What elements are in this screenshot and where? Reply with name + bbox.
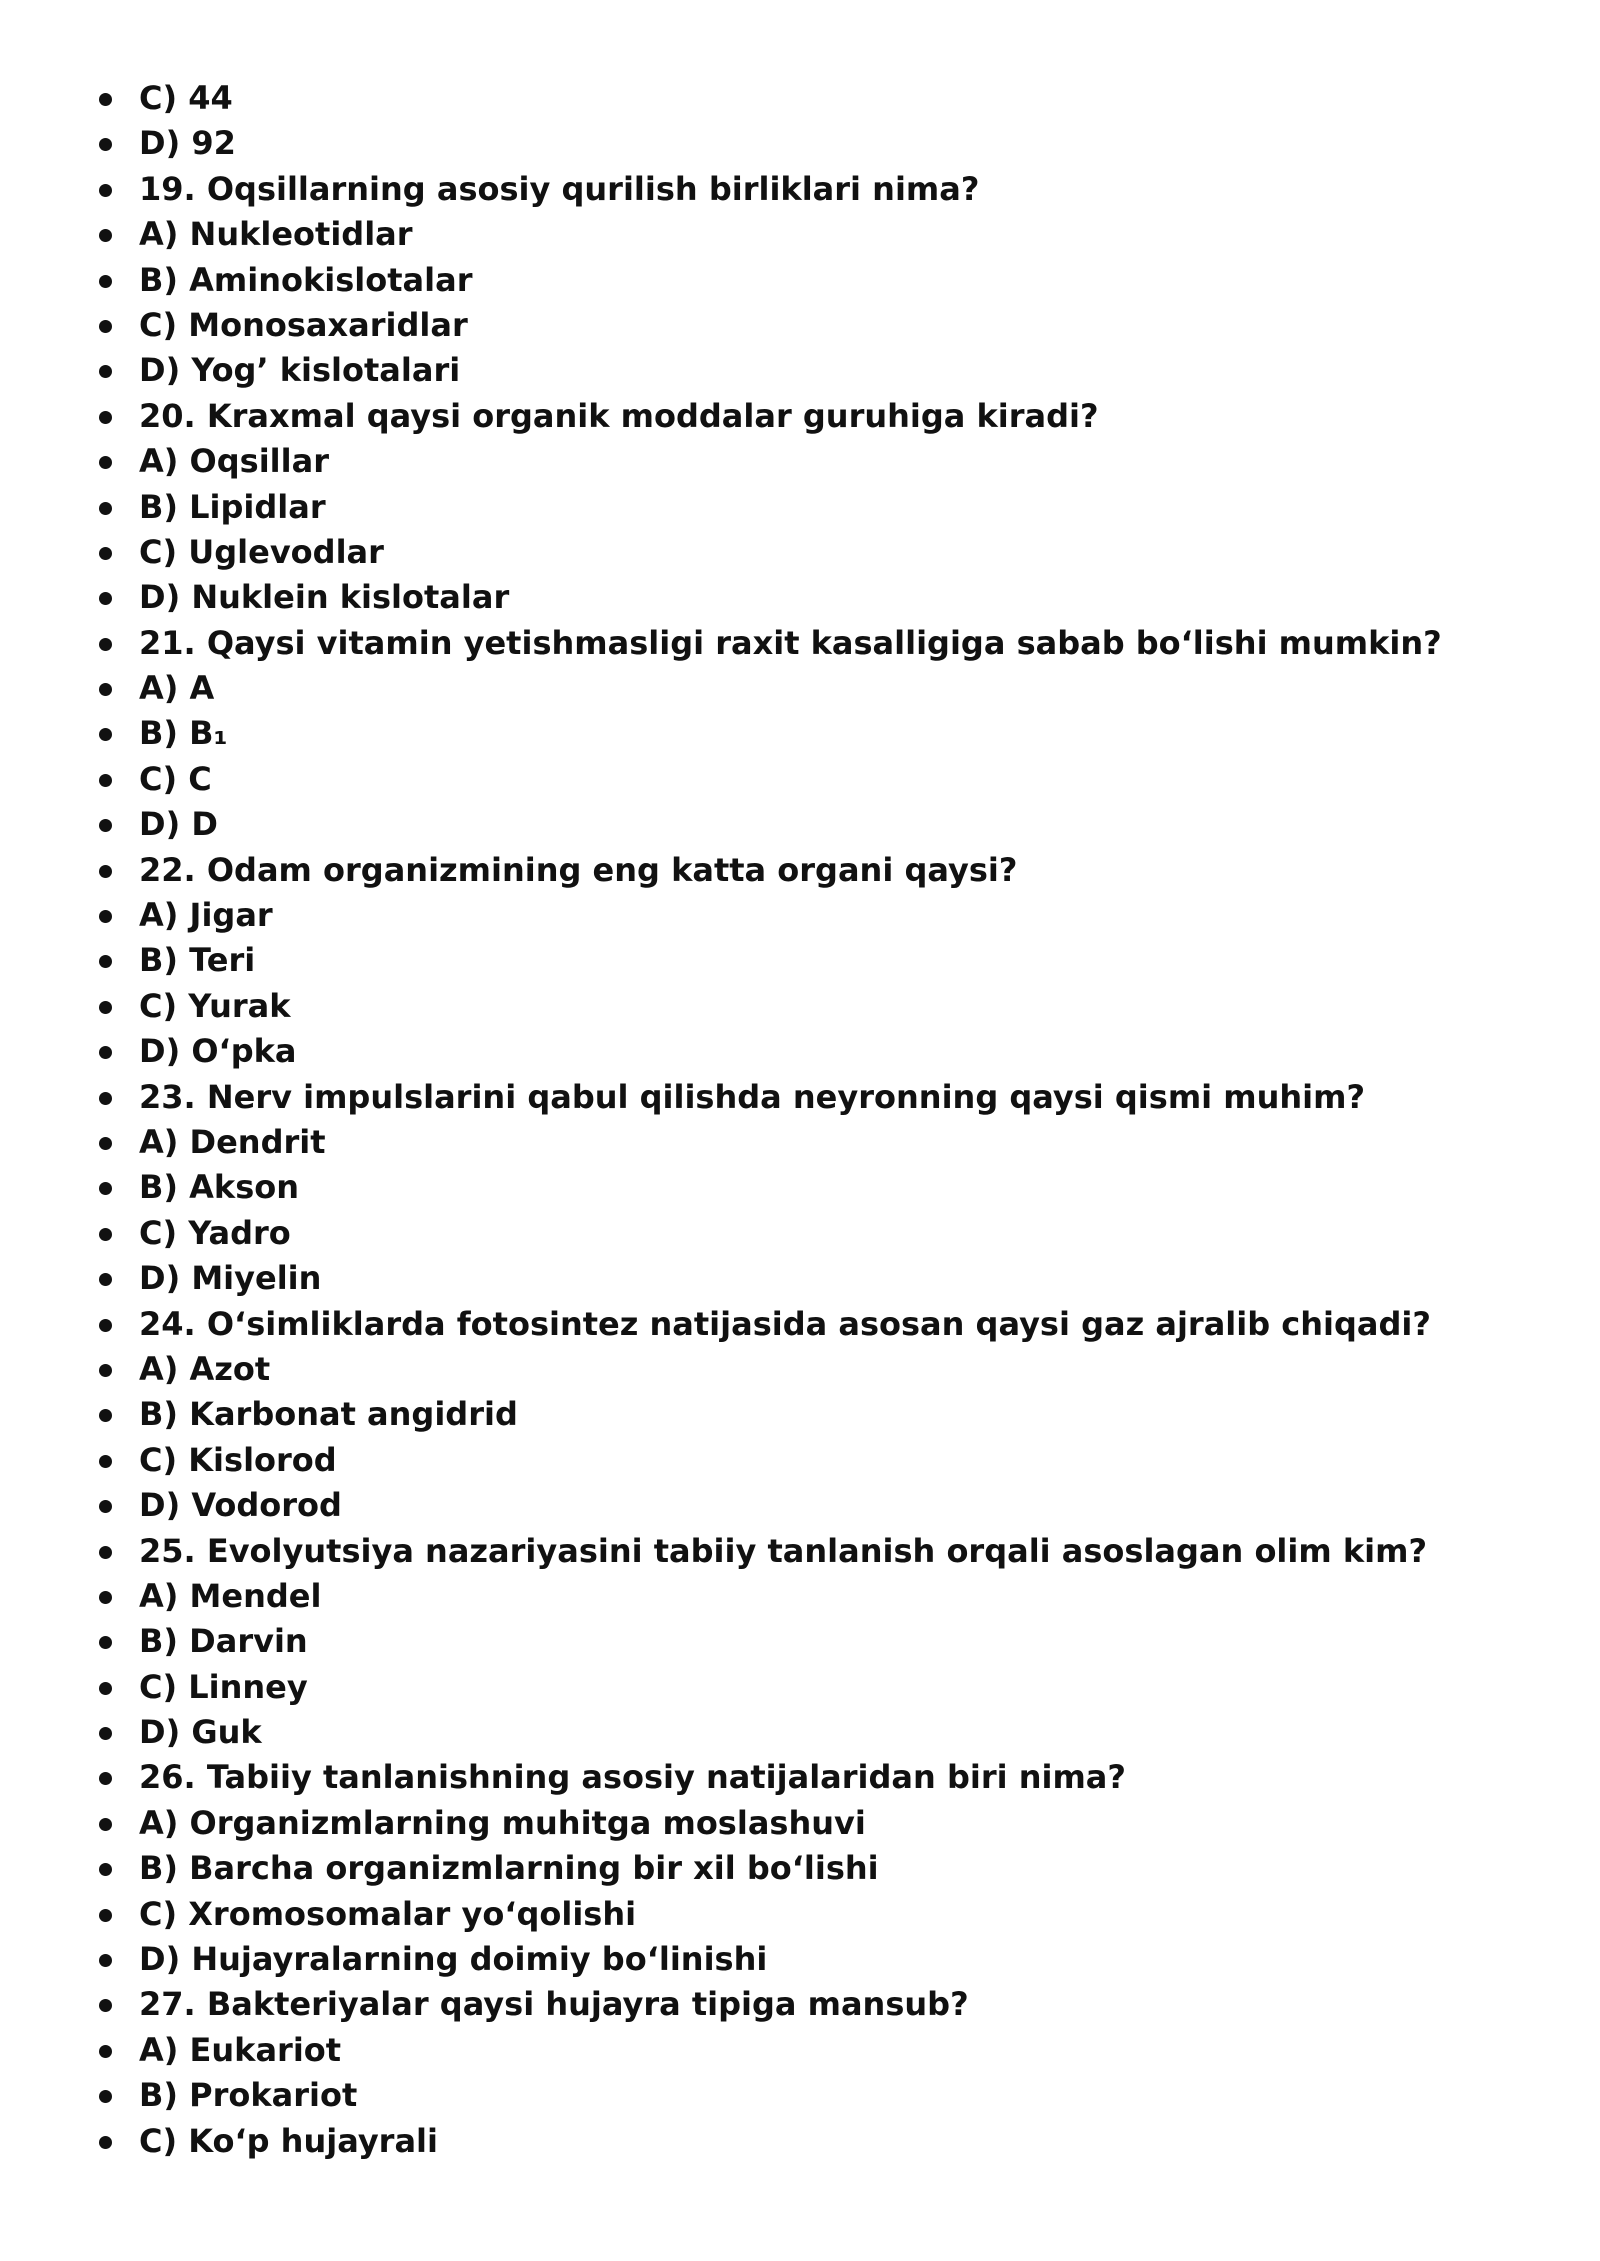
bullet-icon [99, 1500, 112, 1513]
question-line [0, 1302, 1442, 1347]
answer-option-line [0, 1937, 1442, 1982]
answer-option-line [0, 711, 1442, 756]
bullet-icon [99, 320, 112, 333]
question-line [0, 1982, 1442, 2027]
answer-option-line [0, 1256, 1442, 1301]
answer-option-line [0, 938, 1442, 983]
bullet-icon [99, 1409, 112, 1422]
option-text: B) Prokariot [139, 2076, 358, 2115]
answer-option-line [0, 1801, 1442, 1846]
bullet-icon [99, 728, 112, 741]
bullet-icon [99, 1999, 112, 2012]
answer-option-line [0, 1846, 1442, 1891]
option-text: C) C [139, 759, 212, 798]
bullet-icon [99, 638, 112, 651]
option-text: A) Dendrit [139, 1122, 326, 1161]
bullet-icon [99, 1863, 112, 1876]
bullet-icon [99, 865, 112, 878]
answer-option-line [0, 1483, 1442, 1528]
bullet-icon [99, 456, 112, 469]
answer-option-line [0, 2119, 1442, 2164]
question-text: 19. Oqsillarning asosiy qurilish birliklari nima? [139, 169, 980, 208]
bullet-icon [99, 547, 112, 560]
answer-option-line [0, 439, 1442, 484]
bullet-icon [99, 1182, 112, 1195]
question-line [0, 621, 1442, 666]
option-text: D) Yog’ kislotalari [139, 351, 461, 390]
option-text: A) Organizmlarning muhitga moslashuvi [139, 1803, 866, 1842]
bullet-icon [99, 1319, 112, 1332]
bullet-icon [99, 1727, 112, 1740]
bullet-icon [99, 955, 112, 968]
question-line [0, 394, 1442, 439]
bullet-icon [99, 1954, 112, 1967]
question-text: 23. Nerv impulslarini qabul qilishda neyronning qaysi qismi muhim? [139, 1077, 1366, 1116]
option-text: B) Darvin [139, 1622, 308, 1661]
option-text: A) A [139, 669, 215, 708]
bullet-icon [99, 2045, 112, 2058]
bullet-icon [99, 93, 112, 106]
bullet-icon [99, 138, 112, 151]
bullet-icon [99, 2090, 112, 2103]
bullet-icon [99, 592, 112, 605]
option-text: B) B₁ [139, 714, 228, 753]
answer-option-line [0, 1347, 1442, 1392]
option-text: A) Jigar [139, 896, 273, 935]
option-text: D) Nuklein kislotalar [139, 578, 510, 617]
question-line [0, 1075, 1442, 1120]
quiz-list [0, 76, 1442, 2164]
bullet-icon [99, 1909, 112, 1922]
answer-option-line [0, 1710, 1442, 1755]
answer-option-line [0, 984, 1442, 1029]
answer-option-line [0, 575, 1442, 620]
question-text: 25. Evolyutsiya nazariyasini tabiiy tanlanish orqali asoslagan olim kim? [139, 1531, 1427, 1570]
question-line [0, 848, 1442, 893]
answer-option-line [0, 1211, 1442, 1256]
bullet-icon [99, 184, 112, 197]
option-text: A) Eukariot [139, 2030, 342, 2069]
question-text: 24. O‘simliklarda fotosintez natijasida asosan qaysi gaz ajralib chiqadi? [139, 1304, 1431, 1343]
bullet-icon [99, 1818, 112, 1831]
answer-option-line [0, 303, 1442, 348]
question-text: 26. Tabiiy tanlanishning asosiy natijalaridan biri nima? [139, 1758, 1126, 1797]
option-text: B) Akson [139, 1168, 300, 1207]
option-text: B) Teri [139, 941, 256, 980]
answer-option-line [0, 802, 1442, 847]
bullet-icon [99, 774, 112, 787]
option-text: A) Mendel [139, 1576, 322, 1615]
bullet-icon [99, 1455, 112, 1468]
answer-option-line [0, 1165, 1442, 1210]
bullet-icon [99, 1137, 112, 1150]
option-text: C) Xromosomalar yo‘qolishi [139, 1894, 637, 1933]
bullet-icon [99, 229, 112, 242]
option-text: C) Ko‘p hujayrali [139, 2121, 438, 2160]
answer-option-line [0, 121, 1442, 166]
bullet-icon [99, 819, 112, 832]
option-text: D) Miyelin [139, 1259, 322, 1298]
question-text: 20. Kraxmal qaysi organik moddalar guruhiga kiradi? [139, 396, 1099, 435]
bullet-icon [99, 1001, 112, 1014]
option-text: B) Karbonat angidrid [139, 1395, 518, 1434]
option-text: A) Nukleotidlar [139, 215, 413, 254]
option-text: D) D [139, 805, 218, 844]
option-text: D) Vodorod [139, 1486, 342, 1525]
bullet-icon [99, 1046, 112, 1059]
answer-option-line [0, 348, 1442, 393]
option-text: B) Barcha organizmlarning bir xil bo‘lishi [139, 1849, 879, 1888]
option-text: C) 44 [139, 79, 233, 117]
question-text: 27. Bakteriyalar qaysi hujayra tipiga mansub? [139, 1985, 969, 2024]
bullet-icon [99, 2136, 112, 2149]
answer-option-line [0, 1120, 1442, 1165]
bullet-icon [99, 683, 112, 696]
option-text: C) Linney [139, 1667, 308, 1706]
question-line [0, 1755, 1442, 1800]
answer-option-line [0, 258, 1442, 303]
answer-option-line [0, 1029, 1442, 1074]
option-text: D) Hujayralarning doimiy bo‘linishi [139, 1940, 768, 1979]
answer-option-line [0, 1892, 1442, 1937]
option-text: A) Azot [139, 1349, 271, 1388]
answer-option-line [0, 530, 1442, 575]
option-text: D) O‘pka [139, 1032, 297, 1071]
answer-option-line [0, 485, 1442, 530]
option-text: B) Lipidlar [139, 487, 326, 526]
bullet-icon [99, 1273, 112, 1286]
answer-option-line [0, 893, 1442, 938]
option-text: C) Kislorod [139, 1440, 337, 1479]
question-text: 21. Qaysi vitamin yetishmasligi raxit kasalligiga sabab bo‘lishi mumkin? [139, 623, 1442, 662]
answer-option-line [0, 1665, 1442, 1710]
option-text: C) Yurak [139, 986, 291, 1025]
option-text: C) Yadro [139, 1213, 291, 1252]
bullet-icon [99, 502, 112, 515]
bullet-icon [99, 275, 112, 288]
answer-option-line [0, 1619, 1442, 1664]
bullet-icon [99, 1546, 112, 1559]
question-line [0, 1529, 1442, 1574]
answer-option-line [0, 757, 1442, 802]
option-text: D) 92 [139, 124, 236, 163]
answer-option-line [0, 1392, 1442, 1437]
answer-option-line [0, 212, 1442, 257]
answer-option-line [0, 2073, 1442, 2118]
bullet-icon [99, 365, 112, 378]
bullet-icon [99, 1636, 112, 1649]
answer-option-line [0, 666, 1442, 711]
answer-option-line [0, 1574, 1442, 1619]
question-line [0, 167, 1442, 212]
bullet-icon [99, 1364, 112, 1377]
question-text: 22. Odam organizmining eng katta organi qaysi? [139, 850, 1018, 889]
bullet-icon [99, 411, 112, 424]
bullet-icon [99, 1591, 112, 1604]
bullet-icon [99, 1092, 112, 1105]
option-text: B) Aminokislotalar [139, 260, 473, 299]
answer-option-line [0, 2028, 1442, 2073]
bullet-icon [99, 1228, 112, 1241]
bullet-icon [99, 1682, 112, 1695]
bullet-icon [99, 1772, 112, 1785]
option-text: C) Uglevodlar [139, 532, 384, 571]
bullet-icon [99, 910, 112, 923]
answer-option-line [0, 1438, 1442, 1483]
answer-option-line [0, 76, 1442, 121]
option-text: C) Monosaxaridlar [139, 305, 468, 344]
option-text: D) Guk [139, 1713, 262, 1752]
option-text: A) Oqsillar [139, 442, 329, 481]
